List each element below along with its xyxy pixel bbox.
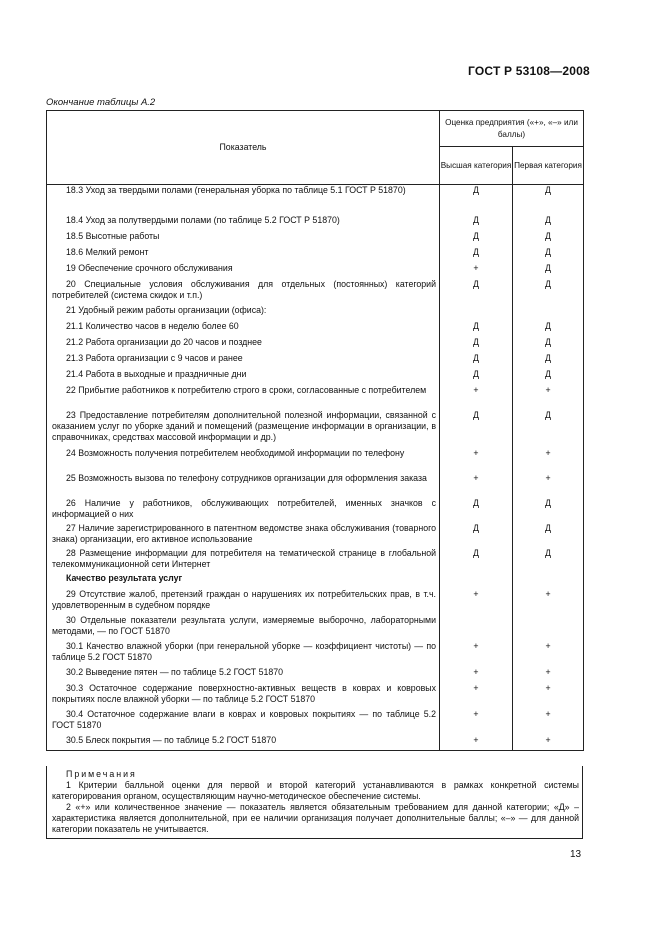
first-category-value: Д	[513, 337, 584, 353]
table-body	[47, 185, 584, 751]
high-category-value: Д	[440, 369, 513, 385]
table-row	[47, 498, 584, 523]
table-row	[47, 231, 584, 247]
high-category-value: Д	[440, 548, 513, 573]
high-category-value: Д	[440, 279, 513, 305]
table-row	[47, 321, 584, 337]
indicator-cell: 21.4 Работа в выходные и праздничные дни	[47, 369, 440, 385]
table-row	[47, 641, 584, 667]
high-category-value: +	[440, 709, 513, 735]
indicator-cell: 25 Возможность вызова по телефону сотрудников организации для оформления заказа	[47, 473, 440, 498]
high-category-value: Д	[440, 247, 513, 263]
high-category-value: Д	[440, 231, 513, 247]
table-row	[47, 215, 584, 231]
table-row	[47, 709, 584, 735]
table-caption: Окончание таблицы А.2	[46, 97, 156, 108]
first-category-value: Д	[513, 369, 584, 385]
header-enterprise-score: Оценка предприятия («+», «–» или баллы)	[440, 111, 584, 147]
high-category-value: +	[440, 683, 513, 709]
document-header: ГОСТ Р 53108—2008	[468, 64, 590, 78]
indicator-cell: 30.1 Качество влажной уборки (при генеральной уборке — коэффициент чистоты) — по таблице 5.2 ГОСТ 51870	[47, 641, 440, 667]
notes-block	[46, 766, 583, 839]
high-category-value: Д	[440, 410, 513, 448]
indicator-cell: 28 Размещение информации для потребителя на тематической странице в глобальной телекоммуникационной сети Интернет	[47, 548, 440, 573]
table-row	[47, 369, 584, 385]
first-category-value: +	[513, 709, 584, 735]
first-category-value: Д	[513, 353, 584, 369]
indicator-cell: 21.2 Работа организации до 20 часов и позднее	[47, 337, 440, 353]
note-item: 1 Критерии балльной оценки для первой и второй категорий устанавливаются в рамках конкретной системы категорирования органом, осуществляющим научно-методическое обеспечение системы.	[52, 780, 579, 801]
high-category-value: Д	[440, 215, 513, 231]
table-row	[47, 735, 584, 751]
indicator-cell: 30.4 Остаточное содержание влаги в коврах и ковровых покрытиях — по таблице 5.2 ГОСТ 51870	[47, 709, 440, 735]
high-category-value: +	[440, 448, 513, 473]
table-row	[47, 410, 584, 448]
empty-cell	[440, 573, 513, 589]
first-category-value: +	[513, 589, 584, 615]
indicator-cell: 19 Обеспечение срочного обслуживания	[47, 263, 440, 279]
indicator-cell: 21.3 Работа организации с 9 часов и ранее	[47, 353, 440, 369]
table-row	[47, 473, 584, 498]
first-category-value: Д	[513, 263, 584, 279]
first-category-value: Д	[513, 548, 584, 573]
indicator-cell: 26 Наличие у работников, обслуживающих потребителей, именных значков с информацией о них	[47, 498, 440, 523]
indicator-cell: 29 Отсутствие жалоб, претензий граждан о нарушениях их потребительских прав, в т.ч. удовлетворенным в судебном порядке	[47, 589, 440, 615]
first-category-value: +	[513, 735, 584, 751]
indicator-cell: 22 Прибытие работников к потребителю строго в сроки, согласованные с потребителем	[47, 385, 440, 410]
table-row	[47, 589, 584, 615]
table-row	[47, 247, 584, 263]
high-category-value: +	[440, 473, 513, 498]
high-category-value: +	[440, 385, 513, 410]
table-row	[47, 353, 584, 369]
section-row	[47, 573, 584, 589]
table-row	[47, 667, 584, 683]
high-category-value: Д	[440, 498, 513, 523]
assessment-table	[46, 110, 584, 751]
indicator-cell: 20 Специальные условия обслуживания для отдельных (постоянных) категорий потребителей (система скидок и т.п.)	[47, 279, 440, 305]
first-category-value: +	[513, 683, 584, 709]
high-category-value: Д	[440, 185, 513, 215]
header-first-category: Первая категория	[513, 147, 584, 185]
high-category-value: Д	[440, 321, 513, 337]
indicator-cell: 30.5 Блеск покрытия — по таблице 5.2 ГОСТ 51870	[47, 735, 440, 751]
first-category-value: +	[513, 385, 584, 410]
first-category-value: Д	[513, 321, 584, 337]
indicator-cell: 18.6 Мелкий ремонт	[47, 247, 440, 263]
indicator-cell: 30.3 Остаточное содержание поверхностно-активных веществ в коврах и ковровых покрытиях после влажной уборки — по таблице 5.2 ГОСТ 51870	[47, 683, 440, 709]
table-row	[47, 548, 584, 573]
indicator-cell: 18.5 Высотные работы	[47, 231, 440, 247]
indicator-cell: 27 Наличие зарегистрированного в патентном ведомстве знака обслуживания (товарного знака) организации, его активное использование	[47, 523, 440, 548]
high-category-value: +	[440, 589, 513, 615]
header-high-category: Высшая категория	[440, 147, 513, 185]
first-category-value: Д	[513, 523, 584, 548]
high-category-value: Д	[440, 523, 513, 548]
indicator-cell: 21.1 Количество часов в неделю более 60	[47, 321, 440, 337]
indicator-cell: 24 Возможность получения потребителем необходимой информации по телефону	[47, 448, 440, 473]
first-category-value	[513, 305, 584, 321]
indicator-cell: 30.2 Выведение пятен — по таблице 5.2 ГОСТ 51870	[47, 667, 440, 683]
table-row	[47, 305, 584, 321]
high-category-value: +	[440, 735, 513, 751]
indicator-cell: 23 Предоставление потребителям дополнительной полезной информации, связанной с оказанием услуг по уборке зданий и помещений (размещение информации в организации, в справочниках, средствах массовой информации и др.)	[47, 410, 440, 448]
high-category-value	[440, 305, 513, 321]
table-row	[47, 523, 584, 548]
empty-cell	[513, 573, 584, 589]
first-category-value: Д	[513, 498, 584, 523]
high-category-value: +	[440, 667, 513, 683]
first-category-value: +	[513, 473, 584, 498]
high-category-value: +	[440, 641, 513, 667]
section-title: Качество результата услуг	[47, 573, 440, 589]
table-row	[47, 279, 584, 305]
first-category-value: +	[513, 667, 584, 683]
page-number: 13	[570, 849, 582, 860]
header-indicator: Показатель	[47, 111, 440, 185]
first-category-value: Д	[513, 247, 584, 263]
notes-title: Примечания	[66, 769, 137, 779]
indicator-cell: 18.4 Уход за полутвердыми полами (по таблице 5.2 ГОСТ Р 51870)	[47, 215, 440, 231]
table-row	[47, 263, 584, 279]
note-item: 2 «+» или количественное значение — показатель является обязательным требованием для данной категории; «Д» – характеристика является дополнительной, при ее наличии организация получает дополнительные баллы; «–» — для данной категории показатель не учитывается.	[52, 802, 579, 834]
first-category-value: Д	[513, 231, 584, 247]
table-row	[47, 337, 584, 353]
first-category-value: Д	[513, 185, 584, 215]
table-row	[47, 385, 584, 410]
high-category-value: Д	[440, 353, 513, 369]
first-category-value: +	[513, 641, 584, 667]
high-category-value: +	[440, 263, 513, 279]
table-row	[47, 185, 584, 215]
first-category-value	[513, 615, 584, 641]
first-category-value: Д	[513, 215, 584, 231]
high-category-value	[440, 615, 513, 641]
first-category-value: Д	[513, 410, 584, 448]
table-row	[47, 448, 584, 473]
first-category-value: +	[513, 448, 584, 473]
high-category-value: Д	[440, 337, 513, 353]
table-row	[47, 615, 584, 641]
indicator-cell: 30 Отдельные показатели результата услуги, измеряемые выборочно, лабораторными методами, — по ГОСТ 51870	[47, 615, 440, 641]
first-category-value: Д	[513, 279, 584, 305]
table-row	[47, 683, 584, 709]
indicator-cell: 21 Удобный режим работы организации (офиса):	[47, 305, 440, 321]
indicator-cell: 18.3 Уход за твердыми полами (генеральная уборка по таблице 5.1 ГОСТ Р 51870)	[47, 185, 440, 215]
